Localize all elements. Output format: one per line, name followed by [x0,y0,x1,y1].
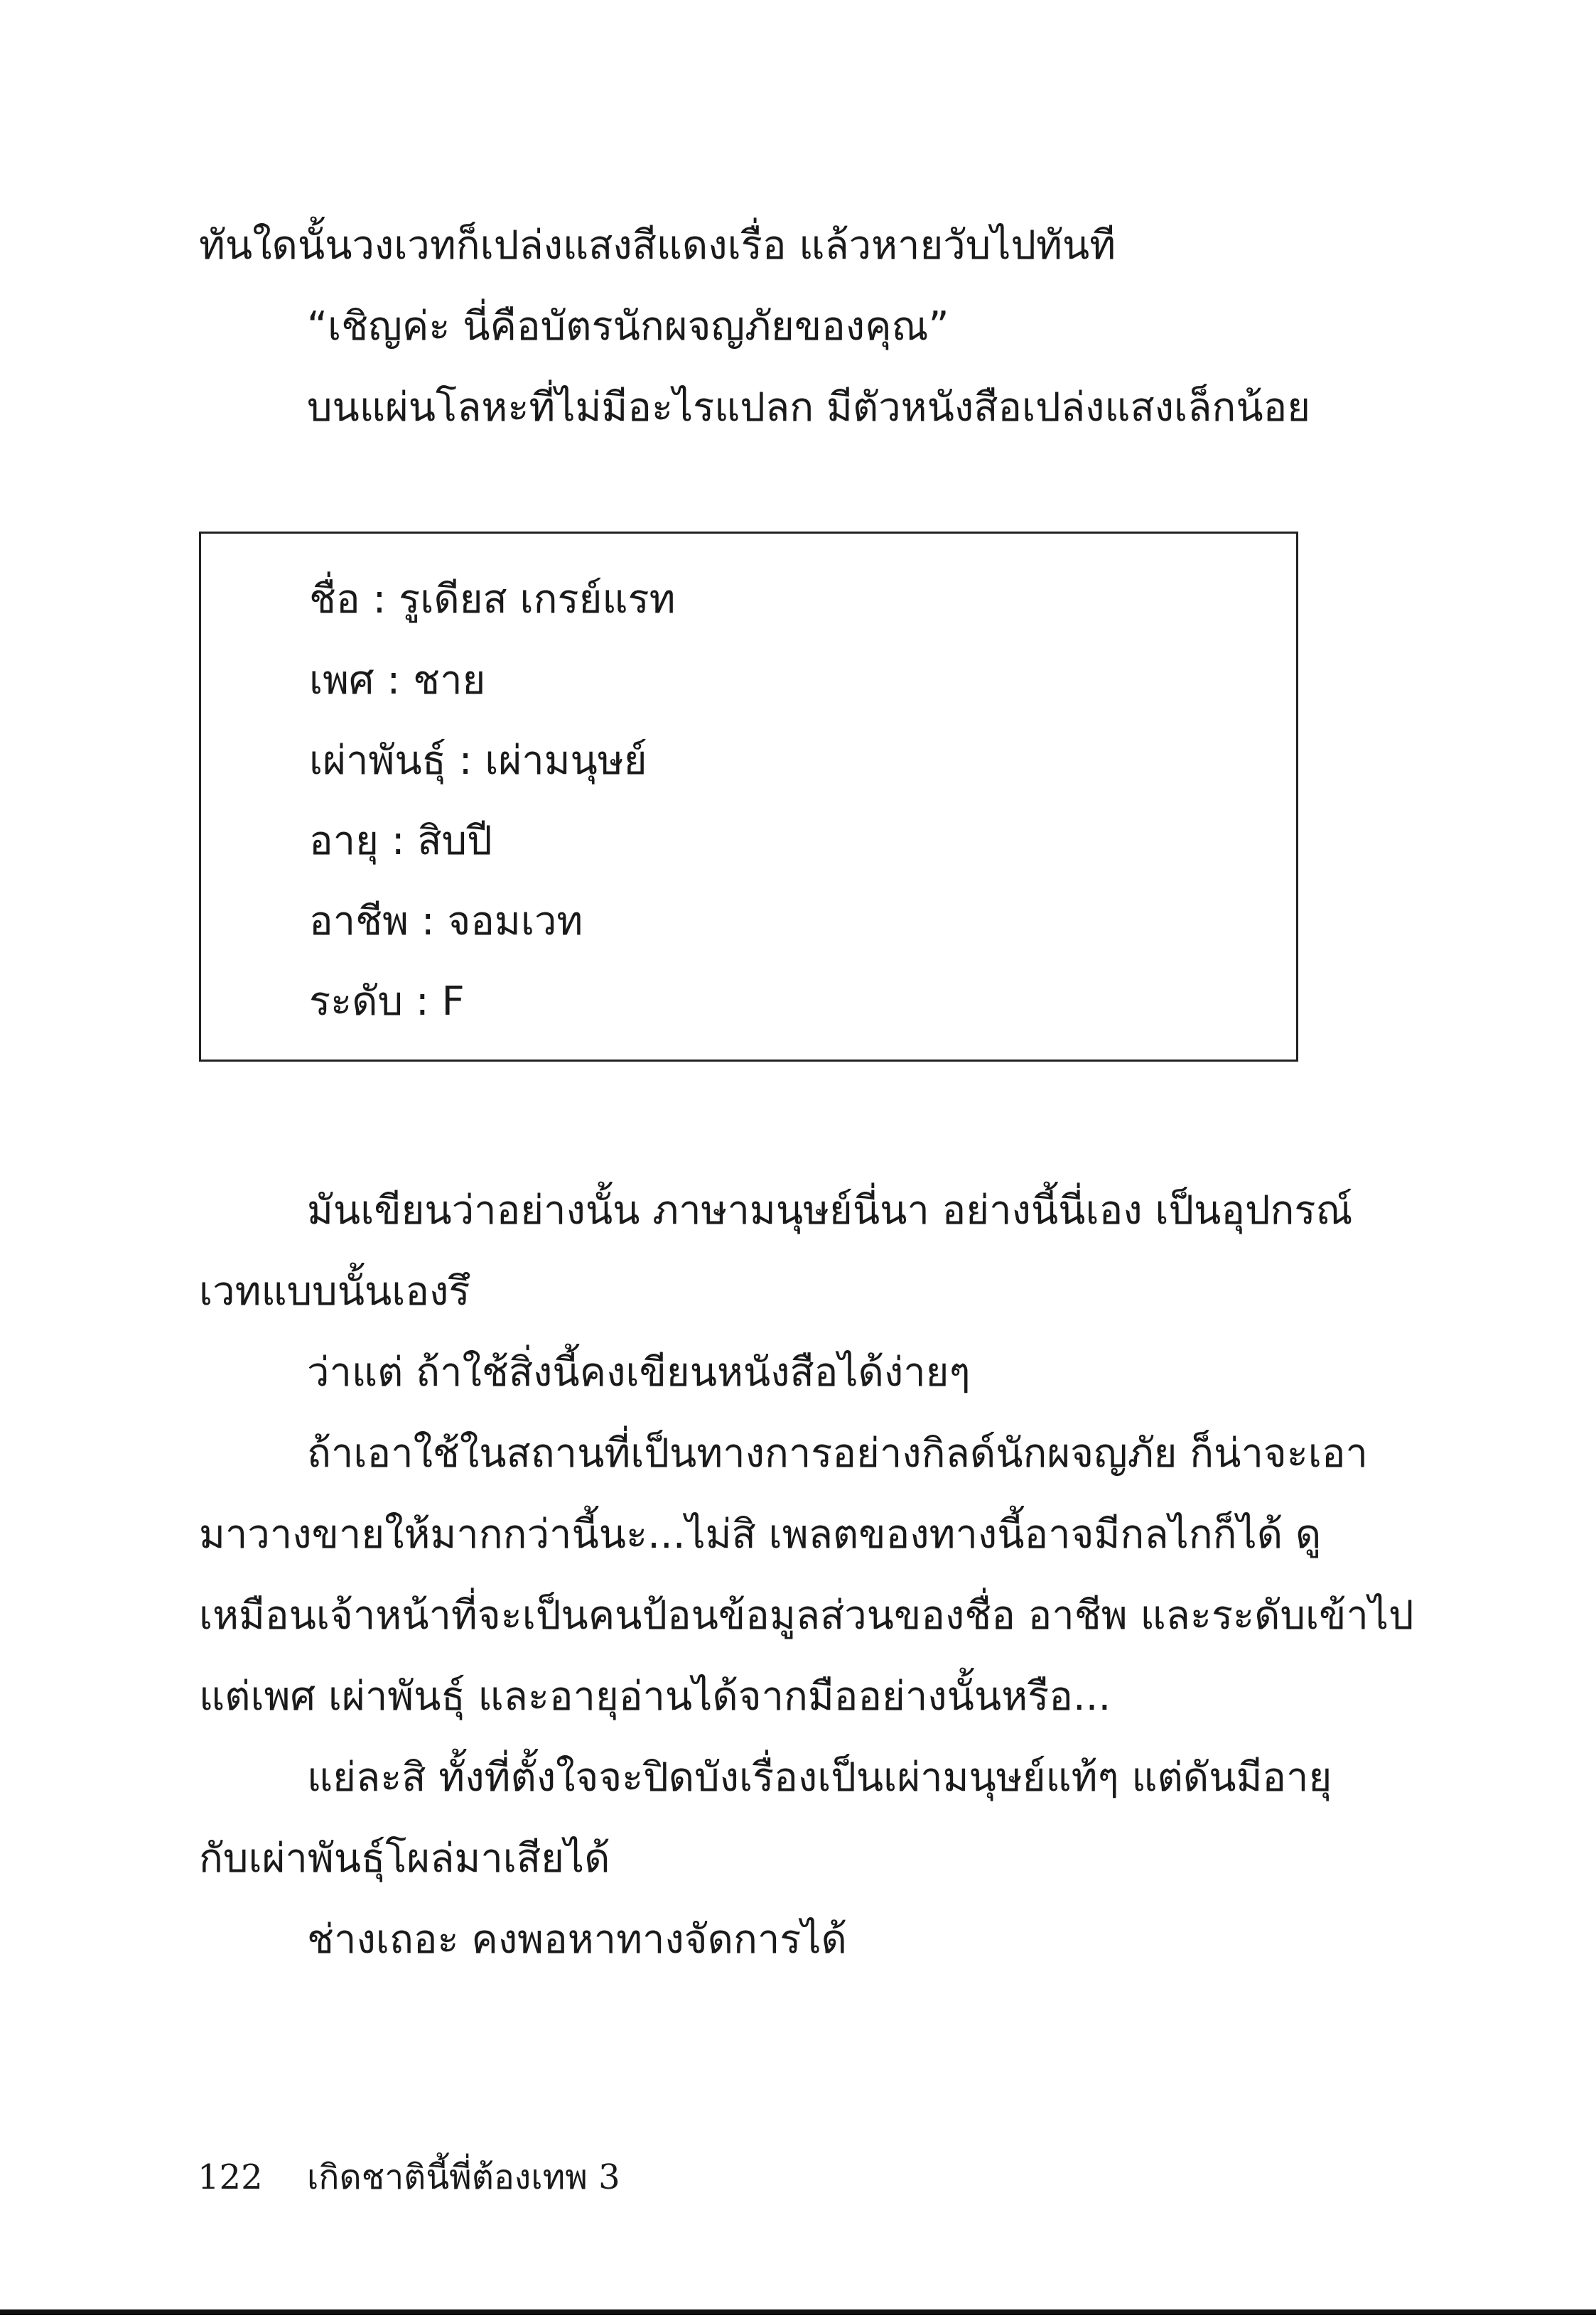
book-title: เกิดชาตินี้พี่ต้องเทพ 3 [307,2157,620,2197]
body-line-5: มาวางขายให้มากกว่านี้นะ...ไม่สิ เพลตของทางนี้อาจมีกลไกก็ได้ ดู [199,1511,1322,1558]
card-field-occupation: อาชีพ : จอมเวท [309,898,583,944]
intro-line-1: ทันใดนั้นวงเวทก็เปล่งแสงสีแดงเรื่อ แล้วหายวับไปทันที [199,222,1116,269]
card-field-rank: ระดับ : F [309,979,465,1025]
intro-line-3: บนแผ่นโลหะที่ไม่มีอะไรแปลก มีตัวหนังสือเปล่งแสงเล็กน้อย [307,384,1311,431]
card-field-age: อายุ : สิบปี [309,818,492,864]
body-line-4: ถ้าเอาใช้ในสถานที่เป็นทางการอย่างกิลด์นักผจญภัย ก็น่าจะเอา [307,1430,1368,1477]
body-line-2: เวทแบบนั้นเองรึ [199,1268,470,1315]
body-line-9: กับเผ่าพันธุ์โผล่มาเสียได้ [199,1835,610,1882]
card-field-name: ชื่อ : รูเดียส เกรย์แรท [309,576,676,622]
body-line-8: แย่ละสิ ทั้งที่ตั้งใจจะปิดบังเรื่องเป็นเผ่ามนุษย์แท้ๆ แต่ดันมีอายุ [307,1754,1332,1801]
body-line-10: ช่างเถอะ คงพอหาทางจัดการได้ [307,1917,847,1963]
adventurer-card [199,532,1298,1062]
body-line-3: ว่าแต่ ถ้าใช้สิ่งนี้คงเขียนหนังสือได้ง่ายๆ [307,1349,971,1396]
body-line-6: เหมือนเจ้าหน้าที่จะเป็นคนป้อนข้อมูลส่วนของชื่อ อาชีพ และระดับเข้าไป [199,1592,1414,1639]
body-line-7: แต่เพศ เผ่าพันธุ์ และอายุอ่านได้จากมืออย่างนั้นหรือ... [199,1673,1111,1720]
card-field-race: เผ่าพันธุ์ : เผ่ามนุษย์ [309,738,647,784]
page-number: 122 [198,2157,263,2197]
card-field-gender: เพศ : ชาย [309,657,486,704]
body-line-1: มันเขียนว่าอย่างนั้น ภาษามนุษย์นี่นา อย่างนี้นี่เอง เป็นอุปกรณ์ [307,1187,1353,1234]
bottom-edge-rule [0,2309,1596,2315]
intro-line-2: “เชิญค่ะ นี่คือบัตรนักผจญภัยของคุณ” [307,303,949,350]
